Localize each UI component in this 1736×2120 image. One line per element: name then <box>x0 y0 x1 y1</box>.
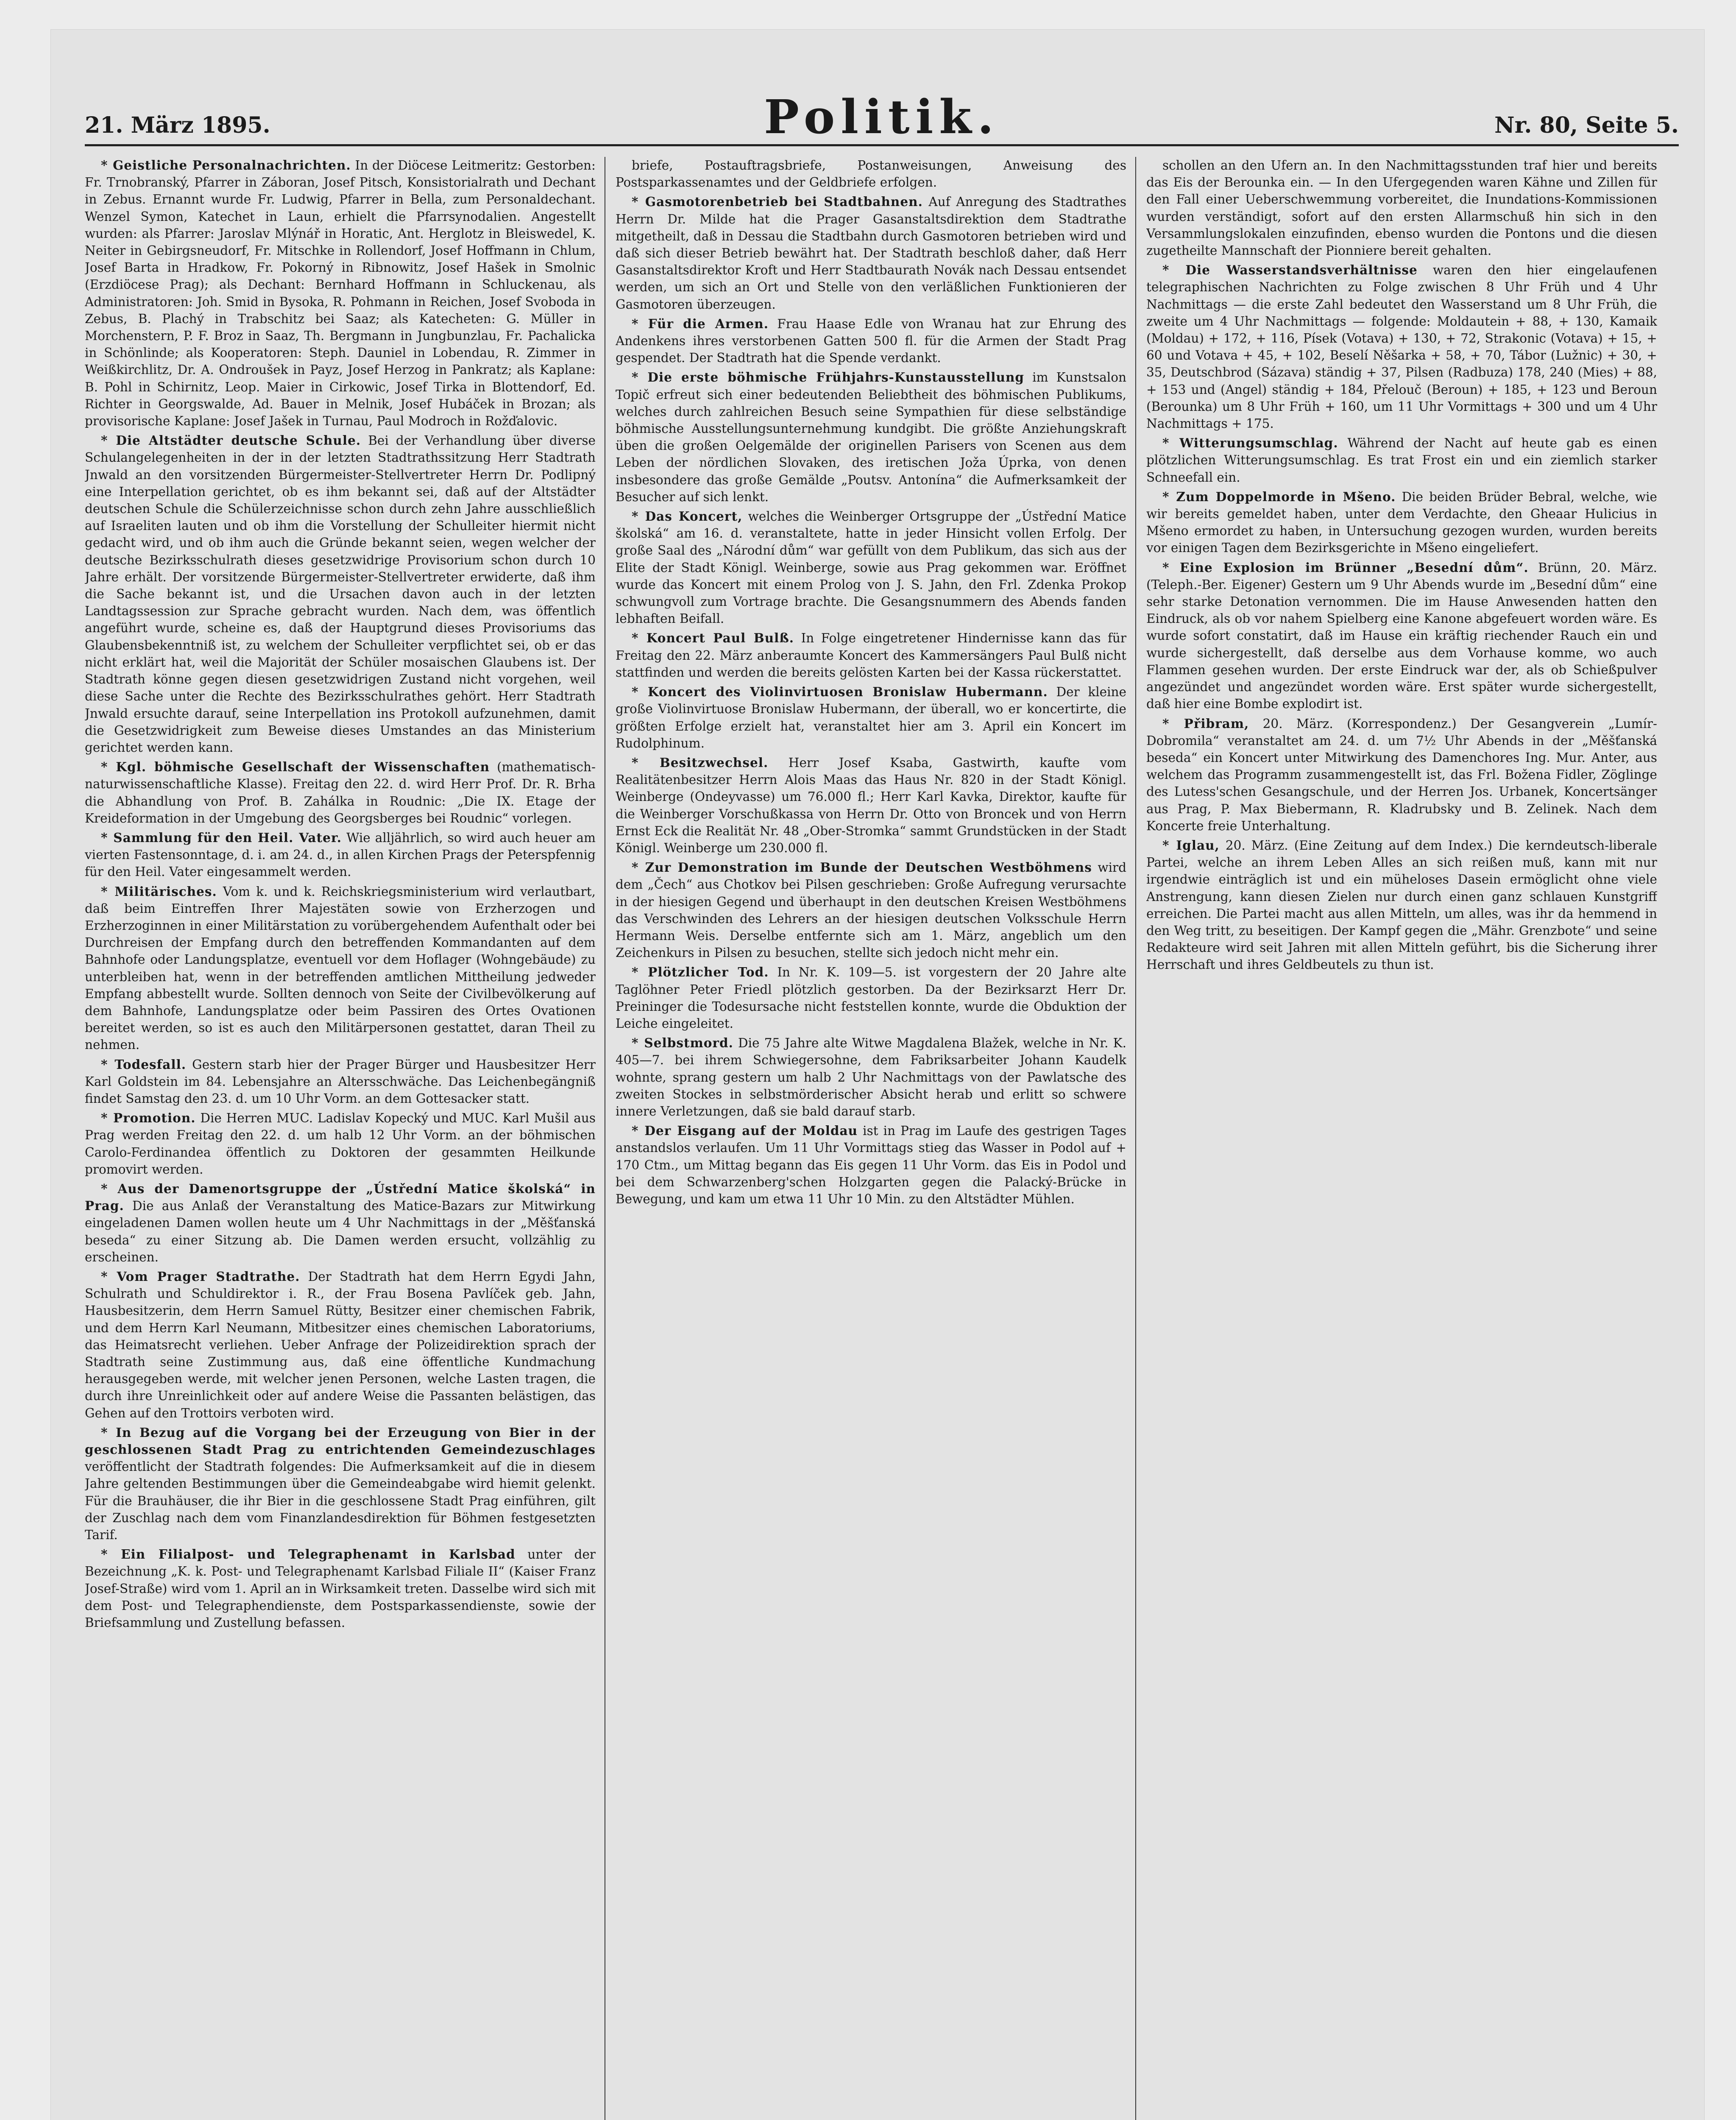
article-headline: * Koncert des Violinvirtuosen Bronislaw Hubermann. <box>632 684 1048 700</box>
article-text: Bei der Verhandlung über diverse Schulangelegenheiten in der in der letzten Stadtrathssitzung Herr Stadtrath Jnwald an den vorsitzenden Bürgermeister-Stellvertreter Herrn Dr. Podlipný eine Interpellation gerichtet, ob es ihm bekannt sei, daß auf der Altstädter deutschen Schule die Schülerzeichnisse schon durch zehn Jahre ausschließlich auf Israeliten lauten und ob ihm die Vorstellung der Schulleiter hiermit nicht gedacht wird, und ob ihm auch die Gründe bekannt seien, wegen welcher der deutsche Bezirksschulrath dieses gesetzwidrige Provisorium schon durch 10 Jahre erhält. Der vorsitzende Bürgermeister-Stellvertreter erwiderte, daß ihm die Sache bekannt ist, und die Ursachen davon auch in der letzten Landtagssession zur Sprache gebracht wurden. Nach dem, was öffentlich angeführt wurde, scheine es, daß der Hauptgrund dieses Provisoriums das Glaubensbekenntniß ist, zu welchem der Schulleiter verpflichtet sei, ob er das nicht erklärt hat, weil die Majorität der Schüler mosaischen Glaubens ist. Der Stadtrath könne gegen diesen gesetzwidrigen Zustand nicht vorgehen, weil diese Sache unter die Rechte des Bezirksschulrathes gehört. Herr Stadtrath Jnwald ersuchte darauf, seine Interpellation ins Protokoll aufzunehmen, damit die Gesetzwidrigkeit zum Beweise dieses Umstandes an das Ministerium gerichtet werden kann. <box>85 433 596 755</box>
article-text: Wie alljährlich, so wird auch heuer am vierten Fastensonntage, d. i. am 24. d., in allen Kirchen Prags der Peterspfennig für den Heil. Vater eingesammelt werden. <box>85 830 596 879</box>
article <box>616 964 1126 1032</box>
article-text: Gestern starb hier der Prager Bürger und Hausbesitzer Herr Karl Goldstein im 84. Lebensjahre an Altersschwäche. Das Leichenbegängniß findet Samstag den 23. d. um 10 Uhr Vorm. an dem Gottesacker statt. <box>85 1057 596 1106</box>
article <box>85 1268 596 1422</box>
article-text: (mathematisch-naturwissenschaftliche Klasse). Freitag den 22. d. wird Herr Prof. Dr. R. Brha die Abhandlung von Prof. B. Zahálka in Roudnic: „Die IX. Etage der Kreideformation in der Umgebung des Georgsberges bei Roudnic“ vorlegen. <box>85 760 596 826</box>
article-text: 20. März. (Korrespondenz.) Der Gesangverein „Lumír-Dobromila“ veranstaltet am 24. d. um 7½ Uhr Abends in der „Měšťanská beseda“ ein Koncert unter Mitwirkung des Damenchores Ing. Mur. Anter, aus welchem das Programm zusammengestellt ist, das Frl. Božena Fidler, Zöglinge des Lutess'schen Gesangschule, und der Herren Jos. Urbanek, Koncertsänger aus Prag, P. Max Biebermann, R. Kladrubsky und B. Zelinek. Nach dem Koncerte freie Unterhaltung. <box>1146 716 1657 833</box>
article-headline: * Die Wasserstandsverhältnisse <box>1162 262 1418 278</box>
article-text: Die beiden Brüder Bebral, welche, wie wir bereits gemeldet haben, unter dem Verdachte, den Gheaar Hulicius in Mšeno ermordet zu haben, in Untersuchung gezogen wurden, wurden bereits vor einigen Tagen dem Bezirksgerichte in Mšeno eingeliefert. <box>1146 489 1657 555</box>
article <box>616 754 1126 856</box>
article-text: Während der Nacht auf heute gab es einen plötzlichen Witterungsumschlag. Es trat Frost ein und ein ziemlich starker Schneefall ein. <box>1146 436 1657 485</box>
article <box>616 157 1126 191</box>
article-headline: * Die erste böhmische Frühjahrs-Kunstausstellung <box>632 370 1025 385</box>
article <box>1146 559 1657 713</box>
article <box>1146 157 1657 259</box>
article-headline: * Eine Explosion im Brünner „Besední dům“. <box>1162 560 1529 575</box>
article <box>85 1424 596 1543</box>
article-headline: * Für die Armen. <box>632 316 769 331</box>
article-text: unter der Bezeichnung „K. k. Post- und Telegraphenamt Karlsbad Filiale II“ (Kaiser Franz Josef-Straße) wird vom 1. April an in Wirksamkeit treten. Dasselbe wird sich mit dem Post- und Telegraphendienste, dem Postsparkassendienste, sowie der Briefsammlung und Zustellung befassen. <box>85 1547 596 1630</box>
article-text: Auf Anregung des Stadtrathes Herrn Dr. Milde hat die Prager Gasanstaltsdirektion dem Stadtrathe mitgetheilt, daß in Dessau die Stadtbahn durch Gasmotoren betrieben wird und daß sich dieser Betrieb bewährt hat. Der Stadtrath beschloß daher, daß Herr Gasanstaltsdirektor Kroft und Herr Stadtbaurath Novák nach Dessau entsendet werden, um sich an Ort und Stelle von den verläßlichen Funktionieren der Gasmotoren überzeugen. <box>616 195 1126 312</box>
article-headline: * In Bezug auf die Vorgang bei der Erzeugung von Bier in der geschlossenen Stadt Prag zu entrichtenden Gemeindezuschlages <box>85 1425 596 1457</box>
article <box>1146 837 1657 974</box>
article-text: In Nr. K. 109—5. ist vorgestern der 20 Jahre alte Taglöhner Peter Friedl plötzlich gestorben. Da der Bezirksarzt Herr Dr. Preininger die Todesursache nicht feststellen konnte, wurde die Obduktion der Leiche eingeleitet. <box>616 965 1126 1031</box>
article <box>616 859 1126 961</box>
article-headline: * Zur Demonstration im Bunde der Deutschen Westböhmens <box>632 860 1092 875</box>
article <box>85 1546 596 1631</box>
article <box>85 1180 596 1266</box>
article <box>85 1056 596 1107</box>
article-headline: * Plötzlicher Tod. <box>632 965 769 980</box>
newspaper-page <box>51 30 1704 2120</box>
article-headline: * Witterungsumschlag. <box>1162 435 1338 451</box>
article <box>1146 488 1657 557</box>
article-text: Die Herren MUC. Ladislav Kopecký und MUC. Karl Mušil aus Prag werden Freitag den 22. d. um halb 12 Uhr Vorm. an der böhmischen Carolo-Ferdinandea öffentlich zu Doktoren der gesammten Heilkunde promovirt werden. <box>85 1111 596 1177</box>
article-headline: * Todesfall. <box>101 1057 187 1072</box>
article <box>616 315 1126 367</box>
article <box>616 630 1126 681</box>
article <box>616 508 1126 627</box>
article <box>85 829 596 881</box>
article <box>85 883 596 1054</box>
article-text: Herr Josef Ksaba, Gastwirth, kaufte vom Realitätenbesitzer Herrn Alois Maas das Haus Nr. 820 in der Stadt Königl. Weinberge (Ondeyvasse) um 76.000 fl.; Herr Karl Kavka, Direktor, kaufte für die Weinberger Vorschußkassa von Herrn Dr. Otto von Broncek und von Herrn Ernst Eck die Realität Nr. 48 „Ober-Stromka“ sammt Grundstücken in der Stadt Königl. Weinberge um 230.000 fl. <box>616 755 1126 855</box>
article-headline: * Promotion. <box>101 1110 196 1126</box>
page-header <box>85 89 1679 146</box>
article <box>616 683 1126 752</box>
article <box>85 759 596 827</box>
article-text: welches die Weinberger Ortsgruppe der „Ústřední Matice školská“ am 16. d. veranstaltete, hatte in jeder Hinsicht vollen Erfolg. Der große Saal des „Národní dům“ war gefüllt von dem Publikum, das sich aus der Elite der Stadt Königl. Weinberge, sowie aus Prag gekommen war. Eröffnet wurde das Koncert mit einem Prolog von J. S. Jahn, den Frl. Zdenka Prokop schwungvoll zum Vortrage brachte. Die Gesangsnummern des Abends fanden lebhaften Beifall. <box>616 509 1126 626</box>
article <box>85 1110 596 1178</box>
section-title: Politik. <box>764 89 1000 144</box>
article <box>616 193 1126 312</box>
article-text: Die 75 Jahre alte Witwe Magdalena Blažek, welche in Nr. K. 405—7. bei ihrem Schwiegersohne, dem Fabriksarbeiter Johann Kaudelk wohnte, sprang gestern um halb 2 Uhr Nachmittags von der Pawlatsche des zweiten Stockes in selbstmörderischer Absicht herab und erlitt so schwere innere Verletzungen, daß sie bald darauf starb. <box>616 1036 1126 1119</box>
text-columns <box>85 157 1679 2120</box>
article-headline: * Geistliche Personalnachrichten. <box>101 158 351 173</box>
article-text: Der kleine große Violinvirtuose Bronislaw Hubermann, der überall, wo er koncertirte, die größten Erfolge erzielt hat, veranstaltet hier am 3. April ein Koncert im Rudolphinum. <box>616 685 1126 750</box>
article-headline: * Sammlung für den Heil. Vater. <box>101 830 342 845</box>
article <box>85 432 596 756</box>
article-text: Frau Haase Edle von Wranau hat zur Ehrung des Andenkens ihres verstorbenen Gatten 500 fl. für die Armen der Stadt Prag gespendet. Der Stadtrath hat die Spende verdankt. <box>616 316 1126 365</box>
article <box>616 1035 1126 1120</box>
article-headline: * Militärisches. <box>101 884 217 899</box>
article-text: In der Diöcese Leitmeritz: Gestorben: Fr. Trnobranský, Pfarrer in Záboran, Josef Pitsch, Konsistorialrath und Dechant in Zebus. Ernannt wurde Fr. Ludwig, Pfarrer in Bella, zum Personaldechant. Wenzel Symon, Katechet in Laun, erhielt die Pfarrsynodalien. Angestellt wurden: als Pfarrer: Jaroslav Mlýnář in Horatic, Ant. Herglotz in Bleiswedel, K. Neiter in Gebirgsneudorf, Fr. Mitschke in Rollendorf, Josef Hoffmann in Chlum, Josef Barta in Hradkow, Fr. Pokorný in Ribnowitz, Josef Hašek in Smolnic (Erzdiöcese Prag); als Dechant: Bernhard Hoffmann in Schluckenau, als Administratoren: Joh. Smid in Bysoka, R. Pohmann in Reichen, Josef Svoboda in Zebus, B. Plachý in Trabschitz bei Saaz; als Katecheten: G. Müller in Morchenstern, P. F. Broz in Saaz, Th. Bergmann in Jungbunzlau, Fr. Pachalicka in Schönlinde; als Kooperatoren: Steph. Dauniel in Lobendau, R. Zimmer in Weißkirchlitz, Dr. A. Ondroušek in Payz, Josef Herzog in Pankratz; als Kaplane: B. Pohl in Schirnitz, Leop. Maier in Cirkowic, Josef Tirka in Blottendorf, Ed. Richter in Georgswalde, Ad. Bauer in Melnik, Josef Hubáček in Brozan; als provisorische Kaplane: Josef Jašek in Turnau, Paul Modroch in Rožďalovic. <box>85 158 596 429</box>
article-headline: * Ein Filialpost- und Telegraphenamt in Karlsbad <box>101 1547 516 1562</box>
article-text: In Folge eingetretener Hindernisse kann das für Freitag den 22. März anberaumte Koncert des Kammersängers Paul Bulß nicht stattfinden und werden die bereits gelösten Karten bei der Kassa rückerstattet. <box>616 631 1126 680</box>
article-headline: * Aus der Damenortsgruppe der „Ústřední Matice školská“ in Prag. <box>85 1181 596 1213</box>
article-text: ist in Prag im Laufe des gestrigen Tages anstandslos verlaufen. Um 11 Uhr Vormittags stieg das Wasser in Podol auf + 170 Ctm., um Mittag begann das Eis gegen 11 Uhr Vorm. das Eis in Podol und bei dem Schwarzenberg'schen Holzgarten gegen die Palacký-Brücke in Bewegung, und kam um etwa 11 Uhr 10 Min. zu den Altstädter Mühlen. <box>616 1124 1126 1206</box>
article-headline: * Der Eisgang auf der Moldau <box>632 1123 858 1138</box>
article-headline: * Vom Prager Stadtrathe. <box>101 1269 300 1284</box>
article <box>85 157 596 430</box>
article-headline: * Zum Doppelmorde in Mšeno. <box>1162 489 1396 504</box>
article-text: veröffentlicht der Stadtrath folgendes: Die Aufmerksamkeit auf die in diesem Jahre geltenden Bestimmungen über die Gemeindeabgabe wird hiemit gelenkt. Für die Brauhäuser, die ihr Bier in die geschlossene Stadt Prag einführen, gilt der Zuschlag nach dem vom Finanzlandesdirektion für Böhmen festgesetzten Tarif. <box>85 1459 596 1543</box>
article-text: wird dem „Čech“ aus Chotkov bei Pilsen geschrieben: Große Aufregung verursachte in der hiesigen Gegend und überhaupt in den deutschen Kreisen Westböhmens das Verschwinden des Lehrers an der hiesigen deutschen Volksschule Herrn Hermann Weis. Derselbe entfernte sich am 1. März, angeblich um den Zeichenkurs in Pilsen zu besuchen, stellte sich jedoch nicht mehr ein. <box>616 860 1126 960</box>
article-headline: * Die Altstädter deutsche Schule. <box>101 433 361 448</box>
column-2 <box>616 157 1126 2120</box>
article-headline: * Kgl. böhmische Gesellschaft der Wissenschaften <box>101 759 490 775</box>
article-text: Brünn, 20. März. (Teleph.-Ber. Eigener) Gestern um 9 Uhr Abends wurde im „Besední dům“ eine sehr starke Detonation vernommen. Die im Hause Anwesenden hatten den Eindruck, als ob vor nahem Spielberg eine Kanone abgefeuert worden wäre. Es wurde sofort constatirt, daß im Hause ein kräftig riechender Rauch ein und wurde sichergestellt, daß derselbe aus dem Vorhause komme, wo auch Flammen gesehen wurden. Der erste Eindruck war der, als ob Schießpulver angezündet und angezündet worden wäre. Erst später wurde sichergestellt, daß hier eine Bombe explodirt ist. <box>1146 560 1657 711</box>
column-1 <box>85 157 596 2120</box>
article-headline: * Přibram, <box>1162 716 1249 731</box>
article-text: 20. März. (Eine Zeitung auf dem Index.) Die kerndeutsch-liberale Partei, welche an ihrem Leben Alles an sich reißen muß, kann mit nur irgendwie einträglich ist und ein müheloses Dasein ermöglicht ohne viele Anstrengung, kann diesen Zielen nur durch einen ganz schlauen Kunstgriff erreichen. Die Partei macht aus allen Mitteln, um alles, was ihr da hemmend in den Weg tritt, zu beseitigen. Der Kampf gegen die „Mähr. Grenzbote“ und seine Redakteure wird seit Jahren mit allen Mitteln geführt, bis die Sicherung ihrer Herrschaft und ihres Geldbeutels zu thun ist. <box>1146 838 1657 972</box>
article <box>1146 435 1657 486</box>
article-text: briefe, Postauftragsbriefe, Postanweisungen, Anweisung des Postsparkassenamtes und der Geldbriefe erfolgen. <box>616 158 1126 190</box>
article-headline: * Gasmotorenbetrieb bei Stadtbahnen. <box>632 194 923 209</box>
article-headline: * Besitzwechsel. <box>632 755 769 770</box>
article-headline: * Iglau, <box>1162 837 1220 853</box>
article-headline: * Selbstmord. <box>632 1035 733 1051</box>
article-headline: * Koncert Paul Bulß. <box>632 630 794 646</box>
article-text: Die aus Anlaß der Veranstaltung des Matice-Bazars zur Mitwirkung eingeladenen Damen wollen heute um 4 Uhr Nachmittags in der „Měšťanská beseda“ zu einer Sitzung ab. Die Damen werden ersucht, vollzählig zu erscheinen. <box>85 1199 596 1264</box>
column-divider <box>1135 157 1136 2120</box>
issue-number: Nr. 80, Seite 5. <box>1494 112 1679 138</box>
column-3 <box>1146 157 1657 2120</box>
article-text: waren den hier eingelaufenen telegraphischen Nachrichten zu Folge zwischen 8 Uhr Früh und 4 Uhr Nachmittags — die erste Zahl bedeutet den Wasserstand um 8 Uhr Früh, die zweite um 4 Uhr Nachmittags — folgende: Moldautein + 88, + 130, Kamaik (Moldau) + 172, + 116, Písek (Votava) + 130, + 72, Strakonic (Votava) + 15, + 60 und Votava + 45, + 102, Beselí Něšarka + 58, + 70, Tábor (Lužnic) + 30, + 35, Deutschbrod (Sázava) ständig + 37, Pilsen (Radbuza) 178, 240 (Mies) + 88, + 153 und (Angel) ständig + 184, Přelouč (Beroun) + 185, + 123 und Beroun (Berounka) um 8 Uhr Früh + 160, um 11 Uhr Vormittags + 300 und um 4 Uhr Nachmittags + 175. <box>1146 263 1657 431</box>
article-text: Der Stadtrath hat dem Herrn Egydi Jahn, Schulrath und Schuldirektor i. R., der Frau Bosena Pavlíček geb. Jahn, Hausbesitzerin, dem Herrn Samuel Rütty, Besitzer einer chemischen Fabrik, und dem Herrn Karl Neumann, Mitbesitzer eines chemischen Laboratoriums, das Heimatsrecht verliehen. Ueber Anfrage der Polizeidirektion sprach der Stadtrath seine Zustimmung aus, daß eine öffentliche Kundmachung herausgegeben werde, mit welcher jenen Personen, welche Lasten tragen, die durch ihre Unreinlichkeit oder auf andere Weise die Passanten belästigen, das Gehen auf den Trottoirs verboten wird. <box>85 1269 596 1420</box>
issue-date: 21. März 1895. <box>85 112 270 138</box>
article-text: Vom k. und k. Reichskriegsministerium wird verlautbart, daß beim Eintreffen Ihrer Majestäten sowie von Erzherzogen und Erzherzoginnen in einer Militärstation zu vorübergehendem Aufenthalt oder bei Durchreisen der Empfang durch den betreffenden Kommandanten auf dem Bahnhofe oder Landungsplatze, eventuell vor dem Hoflager (Wohngebäude) zu unterbleiben hat, wenn in der betreffenden amtlichen Mittheilung jedweder Empfang abbestellt wurde. Sollten dennoch von Seite der Civilbevölkerung auf dem Bahnhofe, Landungsplatze oder beim Passiren des Ortes Ovationen bereitet werden, so ist es auch den Militärpersonen gestattet, daran Theil zu nehmen. <box>85 884 596 1052</box>
article-headline: * Das Koncert, <box>632 509 743 524</box>
article <box>1146 262 1657 432</box>
article <box>616 1122 1126 1208</box>
article <box>616 369 1126 505</box>
article <box>1146 715 1657 834</box>
article-text: im Kunstsalon Topič erfreut sich einer bedeutenden Beliebtheit des böhmischen Publikums, welches durch zahlreichen Besuch seine Sympathien für diese selbständige böhmische Ausstellungsunternehmung kundgibt. Die größte Anziehungskraft üben die großen Oelgemälde der originellen Parisers von Scenen aus dem Leben der nördlichen Slovaken, des iretischen Joža Úprka, von denen insbesondere das große Gemälde „Poutsv. Antonína“ die Aufmerksamkeit der Besucher auf sich lenkt. <box>616 370 1126 504</box>
article-text: schollen an den Ufern an. In den Nachmittagsstunden traf hier und bereits das Eis der Berounka ein. — In den Ufergegenden waren Kähne und Zillen für den Fall einer Ueberschwemmung vorbereitet, die Inundations-Kommissionen wurden verständigt, sofort auf den ersten Allarmschuß hin sich in den Versammlungslokalen einzufinden, ebenso wurden die Pontons und die diesen zugetheilte Mannschaft der Pionniere bereit gehalten. <box>1146 158 1657 258</box>
